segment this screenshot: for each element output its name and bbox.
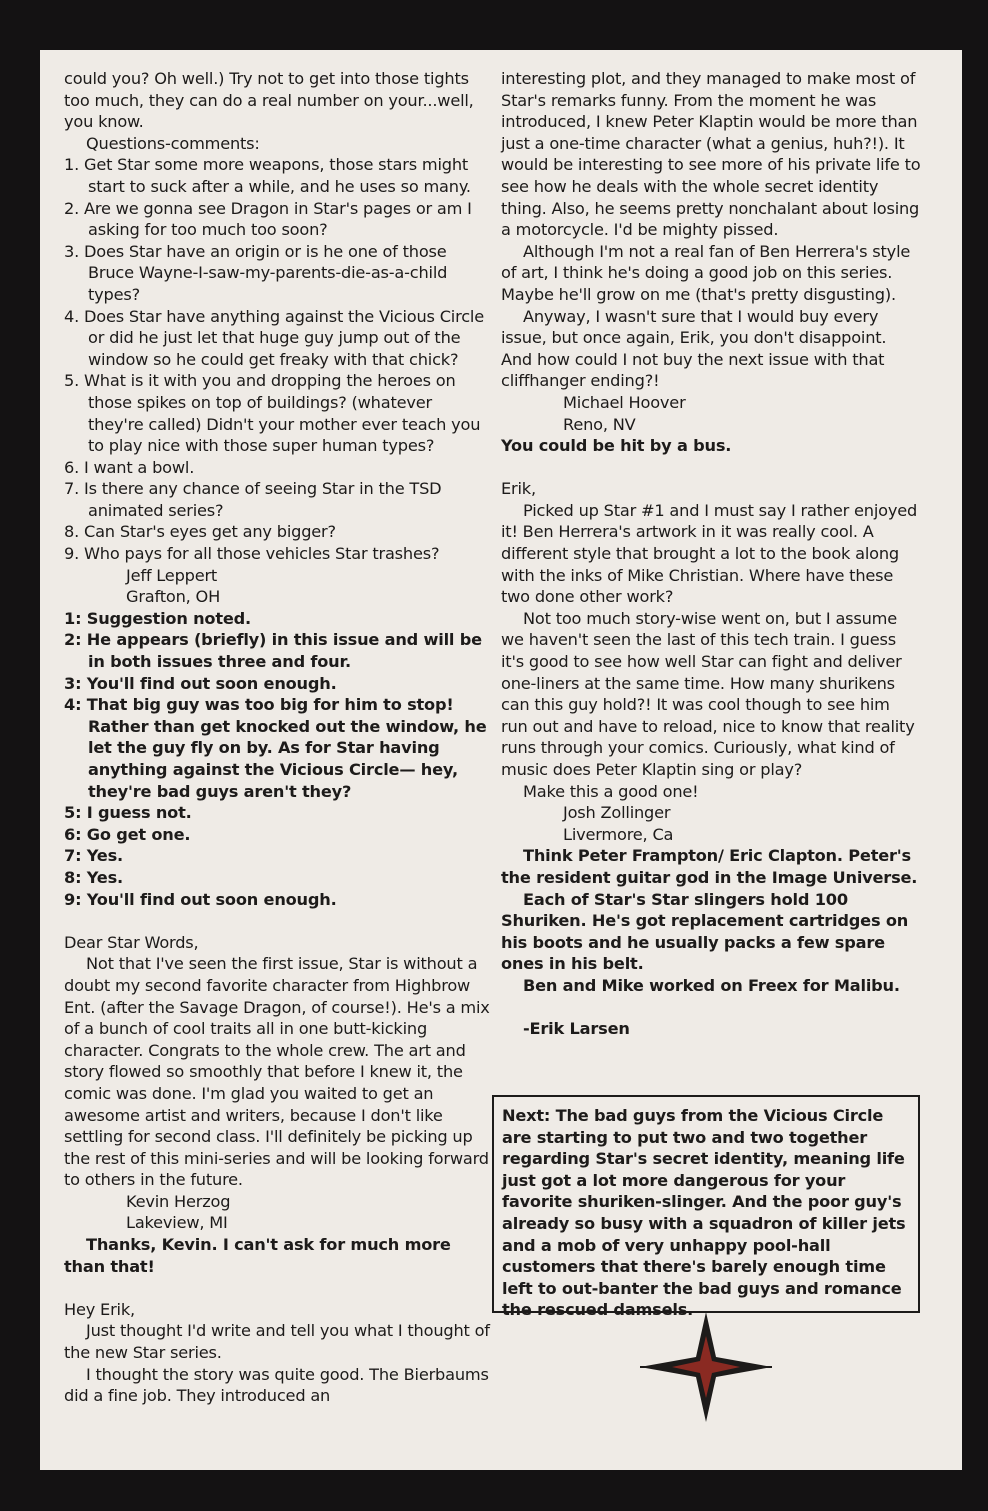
question-item: 8. Can Star's eyes get any bigger? <box>64 522 336 542</box>
question-item: 6. I want a bowl. <box>64 457 195 477</box>
answer-item: 2: He appears (briefly) in this issue and will be in both issues three and four. <box>64 630 482 672</box>
answer-item: 7: Yes. <box>64 846 123 866</box>
star-logo-group <box>640 1312 772 1422</box>
spacer <box>64 910 492 932</box>
signature-place: Lakeview, MI <box>126 1213 228 1233</box>
letter-body: Picked up Star #1 and I must say I rather enjoyed it! Ben Herrera's artwork in it was really cool. A different style that brought a lot to the book along with the inks of Mike Christian. Where have these two done other work? <box>501 500 918 607</box>
signature-name: Jeff Leppert <box>126 565 218 585</box>
answer-item: 4: That big guy was too big for him to stop! Rather than get knocked out the window, he let the guy fly on by. As for Star having anything against the Vicious Circle— hey, they're bad guys aren't they? <box>64 695 487 801</box>
right-column <box>501 68 921 1040</box>
answer-item: 8: Yes. <box>64 867 123 887</box>
spacer <box>64 1277 492 1299</box>
letter-body: Although I'm not a real fan of Ben Herrera's style of art, I think he's doing a good job on this series. Maybe he'll grow on me (that's pretty disgusting). <box>501 241 911 304</box>
letter-body: I thought the story was quite good. The Bierbaums did a fine job. They introduced an <box>64 1364 489 1406</box>
letter1-continuation: could you? Oh well.) Try not to get into those tights too much, they can do a real number on your...well, you know. <box>64 69 474 132</box>
answer-item: 6: Go get one. <box>64 824 191 844</box>
signature-place: Livermore, Ca <box>563 824 674 844</box>
question-item: 9. Who pays for all those vehicles Star trashes? <box>64 544 440 564</box>
next-issue-text: Next: The bad guys from the Vicious Circle are starting to put two and two together regarding Star's secret identity, meaning life just got a lot more dangerous for your favorite shuriken-slinger. And the poor guy's already so busy with a squadron of killer jets and a mob of very unhappy pool-hall customers that there's barely enough time left to out-banter the bad guys and romance the rescued damsels. <box>502 1106 906 1320</box>
question-item: 1. Get Star some more weapons, those stars might start to suck after a while, and he uses so many. <box>64 155 471 196</box>
letter-salutation: Erik, <box>501 479 536 499</box>
signature-place: Reno, NV <box>563 414 636 434</box>
letter-body: Just thought I'd write and tell you what I thought of the new Star series. <box>64 1321 490 1363</box>
letter-body: Make this a good one! <box>523 781 699 801</box>
signature-place: Grafton, OH <box>126 587 221 607</box>
letter-salutation: Hey Erik, <box>64 1299 135 1319</box>
signature-name: Michael Hoover <box>563 392 686 412</box>
letter-body: Anyway, I wasn't sure that I would buy every issue, but once again, Erik, you don't disappoint. And how could I not buy the next issue with that cliffhanger ending?! <box>501 306 887 391</box>
editor-reply: Thanks, Kevin. I can't ask for much more than that! <box>64 1235 451 1276</box>
left-column <box>64 68 492 1407</box>
signature-name: Kevin Herzog <box>126 1191 231 1211</box>
four-point-star-icon <box>640 1312 772 1422</box>
question-item: 3. Does Star have an origin or is he one of those Bruce Wayne-I-saw-my-parents-die-as-a-child types? <box>64 241 448 304</box>
editor-reply: Each of Star's Star slingers hold 100 Shuriken. He's got replacement cartridges on his boots and he usually packs a few spare ones in his belt. <box>501 889 909 974</box>
letter-body: interesting plot, and they managed to make most of Star's remarks funny. From the moment he was introduced, I knew Peter Klaptin would be more than just a one-time character (what a genius, huh?!). It would be interesting to see more of his private life to see how he deals with the whole secret identity thing. Also, he seems pretty nonchalant about losing a motorcycle. I'd be mighty pissed. <box>501 69 921 240</box>
editor-signature: -Erik Larsen <box>523 1019 630 1039</box>
question-item: 7. Is there any chance of seeing Star in the TSD animated series? <box>64 479 442 520</box>
letter-body: Not too much story-wise went on, but I assume we haven't seen the last of this tech train. I guess it's good to see how well Star can fight and deliver one-liners at the same time. How many shurikens can this guy hold?! It was cool though to see him run out and have to reload, nice to know that reality runs through your comics. Curiously, what kind of music does Peter Klaptin sing or play? <box>501 608 915 779</box>
answer-item: 3: You'll find out soon enough. <box>64 673 337 693</box>
editor-reply: Think Peter Frampton/ Eric Clapton. Peter's the resident guitar god in the Image Universe. <box>501 846 918 887</box>
letter-salutation: Dear Star Words, <box>64 932 199 952</box>
answer-item: 1: Suggestion noted. <box>64 608 252 628</box>
question-item: 5. What is it with you and dropping the heroes on those spikes on top of buildings? (whatever they're called) Didn't your mother ever teach you to play nice with those super human types? <box>64 371 481 456</box>
next-issue-box <box>492 1095 920 1320</box>
questions-heading: Questions-comments: <box>86 133 260 153</box>
spacer <box>501 997 921 1019</box>
editor-reply: You could be hit by a bus. <box>501 436 732 456</box>
spacer <box>501 457 921 479</box>
question-item: 2. Are we gonna see Dragon in Star's pages or am I asking for too much too soon? <box>64 198 472 240</box>
question-item: 4. Does Star have anything against the Vicious Circle or did he just let that huge guy jump out of the window so he could get freaky with that chick? <box>64 306 484 369</box>
answer-item: 9: You'll find out soon enough. <box>64 889 337 909</box>
editor-reply: Ben and Mike worked on Freex for Malibu. <box>523 975 900 995</box>
answer-item: 5: I guess not. <box>64 803 192 823</box>
letter-body: Not that I've seen the first issue, Star is without a doubt my second favorite character from Highbrow Ent. (after the Savage Dragon, of course!). He's a mix of a bunch of cool traits all in one butt-kicking character. Congrats to the whole crew. The art and story flowed so smoothly that before I knew it, the comic was done. I'm glad you waited to get an awesome artist and writers, because I don't like settling for second class. I'll definitely be picking up the rest of this mini-series and will be looking forward to others in the future. <box>64 954 490 1190</box>
signature-name: Josh Zollinger <box>563 803 671 823</box>
star-inner <box>672 1336 740 1398</box>
letters-page <box>40 50 962 1470</box>
